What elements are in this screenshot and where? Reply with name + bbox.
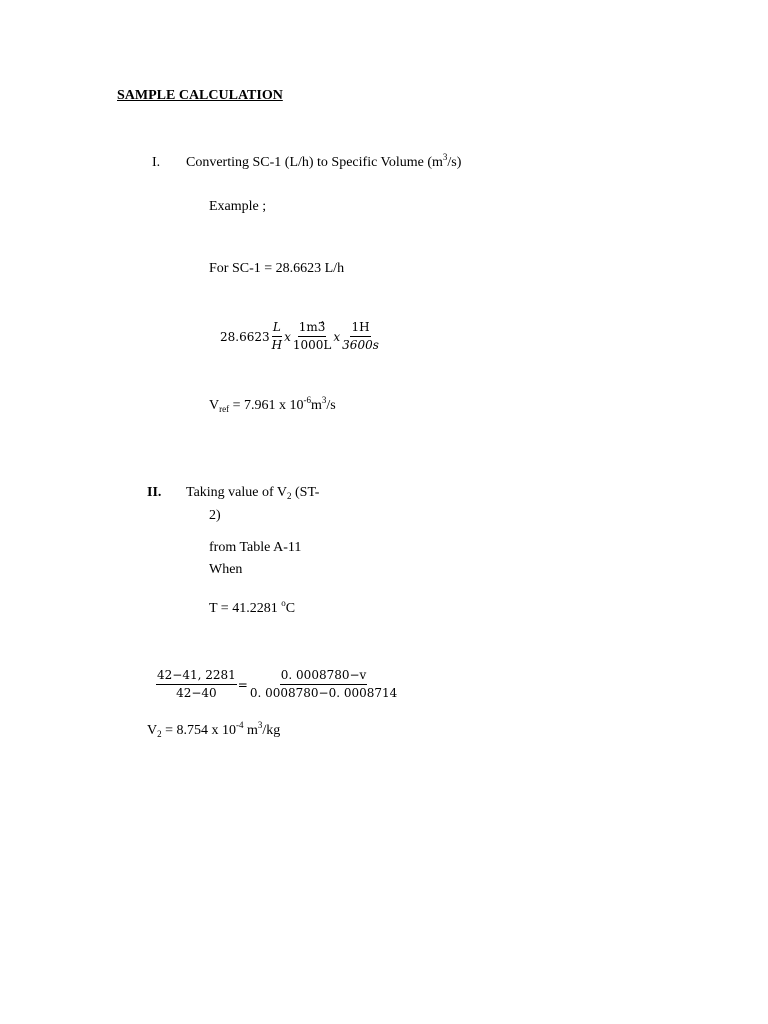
temperature — [209, 598, 296, 617]
temp-degree: o — [281, 598, 286, 608]
vref-mid: = 7.961 x 10 — [229, 398, 304, 413]
eq1-f2-den: 1000L — [292, 338, 332, 352]
section-1-heading-end: /s) — [447, 155, 462, 170]
eq1-fraction-2 — [292, 320, 333, 353]
v2-sub: 2 — [157, 729, 162, 739]
section-2-numeral: II. — [147, 485, 162, 500]
section-1-heading — [186, 152, 462, 171]
section-1-heading-text: Converting SC-1 (L/h) to Specific Volume (m — [186, 155, 443, 170]
eq1-f3-num: 1H — [350, 320, 370, 337]
eq2-left-fraction — [156, 668, 237, 701]
vref-unit-end: /s — [326, 398, 336, 413]
eq1-fraction-3 — [341, 320, 380, 353]
eq1-fraction-1 — [271, 320, 283, 353]
eq1-times-2: x — [333, 329, 341, 344]
section-2-heading-cont: 2) — [209, 508, 221, 523]
section-2-heading-sub: 2 — [287, 491, 292, 501]
result-vref — [209, 395, 336, 414]
eq1-f2-num: 1m3̂ — [298, 320, 327, 337]
vref-unit-sup: 3 — [321, 395, 327, 405]
v2-unit: m — [243, 723, 258, 738]
eq2-equals: = — [237, 677, 248, 692]
vref-exp: -6 — [303, 395, 312, 405]
v2-unit-sup: 3 — [257, 720, 263, 730]
v2-var: V — [147, 723, 158, 738]
conversion-equation — [219, 320, 380, 353]
v2-mid: = 8.754 x 10 — [161, 723, 237, 738]
result-v2 — [147, 720, 281, 739]
from-table: from Table A-11 — [209, 540, 302, 555]
example-label: Example ; — [209, 199, 267, 214]
eq1-times-1: x — [284, 329, 291, 344]
eq2-l-den: 42−40 — [176, 686, 217, 700]
section-2-heading-text: Taking value of V — [186, 485, 288, 500]
temp-value: T = 41.2281 — [209, 601, 282, 616]
section-1-heading-sup: 3 — [442, 152, 448, 162]
eq2-l-num: 42−41, 2281 — [156, 668, 237, 685]
v2-exp: -4 — [236, 720, 244, 730]
eq2-r-num: 0. 0008780−v — [280, 668, 368, 685]
temp-unit: C — [285, 601, 296, 616]
eq2-r-den: 0. 0008780−0. 0008714 — [249, 686, 398, 700]
section-2-heading-end: (ST- — [291, 485, 320, 500]
section-2-heading — [186, 485, 319, 501]
vref-unit: m — [311, 398, 322, 413]
v2-unit-end: /kg — [262, 723, 281, 738]
eq1-f1-num: L — [272, 320, 282, 337]
given-value: For SC-1 = 28.6623 L/h — [209, 261, 345, 276]
eq1-coefficient: 28.6623 — [220, 329, 270, 344]
eq2-right-fraction — [249, 668, 398, 701]
section-1-numeral: I. — [152, 155, 161, 170]
page-title: SAMPLE CALCULATION — [117, 88, 283, 103]
when-label: When — [209, 562, 243, 577]
eq1-f1-den: H — [271, 338, 283, 352]
vref-sub: ref — [219, 404, 230, 414]
vref-var: V — [209, 398, 220, 413]
interpolation-equation — [156, 668, 398, 701]
eq1-f3-den: 3600s — [342, 338, 379, 352]
